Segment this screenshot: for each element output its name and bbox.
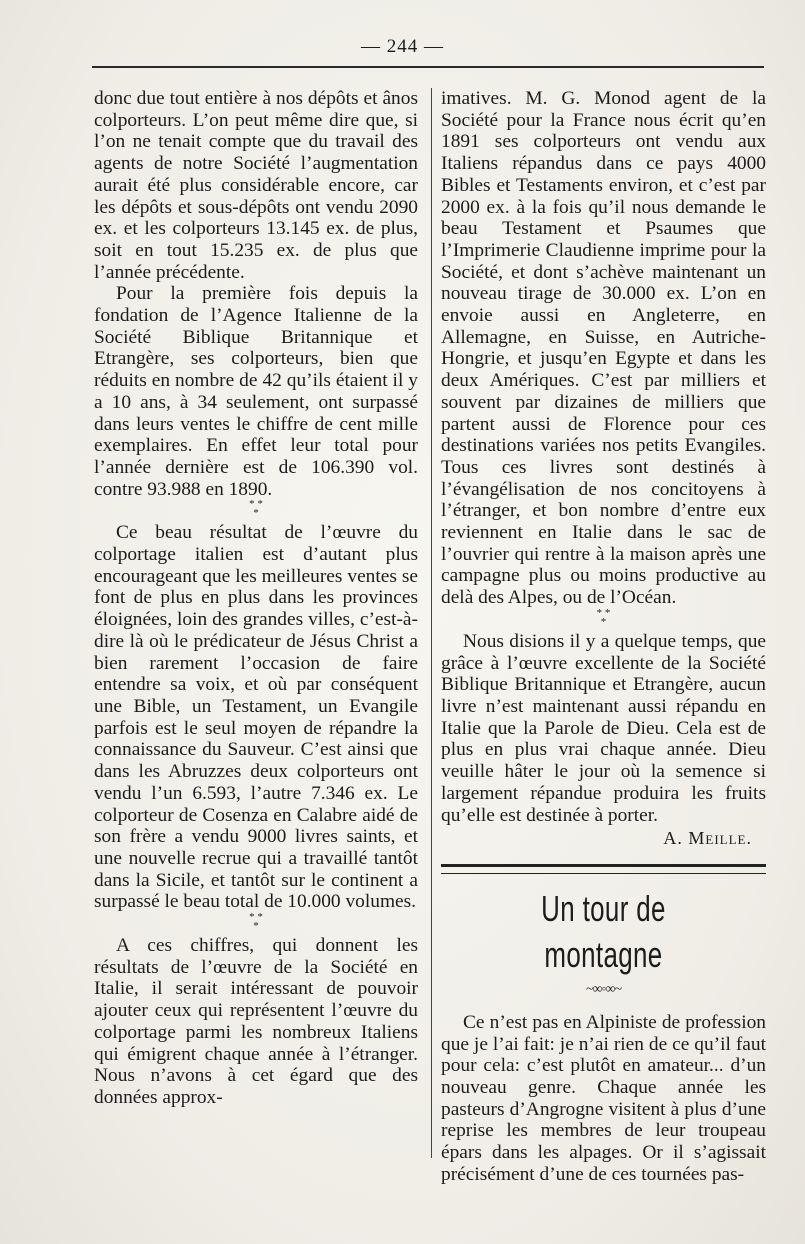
page-number: — 244 — — [361, 36, 444, 57]
paragraph: Nous disions il y a quelque temps, que grâce à l’œuvre excellente de la Société Biblique Britannique et Etrangère, aucun livre n’est maintenant aussi répandu en Italie que la Parole de Dieu. Cela est de plus en plus vrai chaque année. Dieu veuille hâter le jour où la semence si largement répandue produira les fruits qu’elle est destinée à porter. — [441, 630, 766, 826]
section-separator-stars: * * * — [596, 606, 611, 628]
paragraph: A ces chiffres, qui donnent les résultats de l’œuvre de la Société en Italie, il serait intéressant de pouvoir ajouter ceux qui représentent l’œuvre du colportage parmi les nombreux Italiens qui émigrent chaque année à l’étranger. Nous n’avons à cet égard que des données approx- — [94, 935, 418, 1108]
paragraph: Ce beau résultat de l’œuvre du colportage italien est d’autant plus encourageant que les meilleures ventes se font de plus en plus dans les provinces éloignées, loin des grandes villes, c’est-à-dire là où le prédicateur de Jésus Christ a bien rarement l’occasion de faire entendre sa voix, et où par conséquent une Bible, un Testament, un Evangile parfois est le seul moyen de répandre la connaissance du Sauveur. C’est ainsi que dans les Abruzzes deux colporteurs ont vendu l’un 6.593, l’autre 7.346 ex. Le colporteur de Cosenza en Calabre aidé de son frère a vendu 9000 livres saints, et une nouvelle recrue qui a travaillé tantôt dans la Sicile, et tantôt sur le continent a surpassé le beau total de 10.000 volumes. — [94, 522, 418, 913]
section-separator-stars: * * * — [249, 911, 263, 933]
title-ornament: ~∞◦∞~ — [585, 981, 622, 997]
header-rule — [92, 66, 764, 68]
article-separator-rule — [441, 864, 766, 874]
paragraph: Pour la première fois depuis la fondation de l’Agence Italienne de la Société Biblique Britannique et Etrangère, ses colporteurs, bien que réduits en nombre de 42 qu’ils étaient il y a 10 ans, à 34 seulement, ont surpassé dans leurs ventes le chiffre de cent mille exemplaires. En effet leur total pour l’année dernière est de 106.390 vol. contre 93.988 en 1890. — [94, 283, 418, 500]
paragraph: donc due tout entière à nos dépôts et ânos colporteurs. L’on peut même dire que, si l’on ne tenait compte que du travail des agents de notre Société l’augmentation aurait été plus considérable encore, car les dépôts et sous-dépôts ont vendu 2090 ex. et les colporteurs 13.145 ex. de plus, soit en tout 15.235 ex. de plus que l’année précédente. — [94, 88, 418, 283]
author-signature: A. Meille. — [663, 828, 752, 849]
article-title: Un tour de montagne — [541, 887, 666, 975]
section-separator-stars: * * * — [249, 498, 263, 520]
right-column — [441, 88, 766, 1186]
column-divider — [431, 88, 432, 1158]
left-column — [94, 88, 418, 1109]
paragraph: imatives. M. G. Monod agent de la Société pour la France nous écrit qu’en 1891 ses colporteurs ont vendu aux Italiens répandus dans ce pays 4000 Bibles et Testaments environ, et c’est par 2000 ex. à la fois qu’il nous demande le beau Testament et Psaumes que l’Imprimerie Claudienne imprime pour la Société, et dont s’achève maintenant un nouveau tirage de 30.000 ex. L’on en envoie aussi en Angleterre, en Allemagne, en Suisse, en Autriche-Hongrie, et jusqu’en Egypte et dans les deux Amériques. C’est par milliers et souvent par dizaines de milliers que partent aussi de Florence pour ces destinations variées nos petits Evangiles. Tous ces livres sont destinés à l’évangélisation de nos concitoyens à l’étranger, et bon nombre d’entre eux reviennent en Italie dans le sac de l’ouvrier qui rentre à la maison après une campagne plus ou moins productive au delà des Alpes, ou de l’Océan. — [441, 88, 766, 609]
paragraph: Ce n’est pas en Alpiniste de profession que je l’ai fait: je n’ai rien de ce qu’il faut pour cela: c’est plutôt en amateur... d’un nouveau genre. Chaque année les pasteurs d’Angrogne visitent à plus d’une reprise les membres de leur troupeau épars dans les alpages. Or il s’agissait précisément d’une de ces tournées pas- — [441, 1011, 766, 1185]
